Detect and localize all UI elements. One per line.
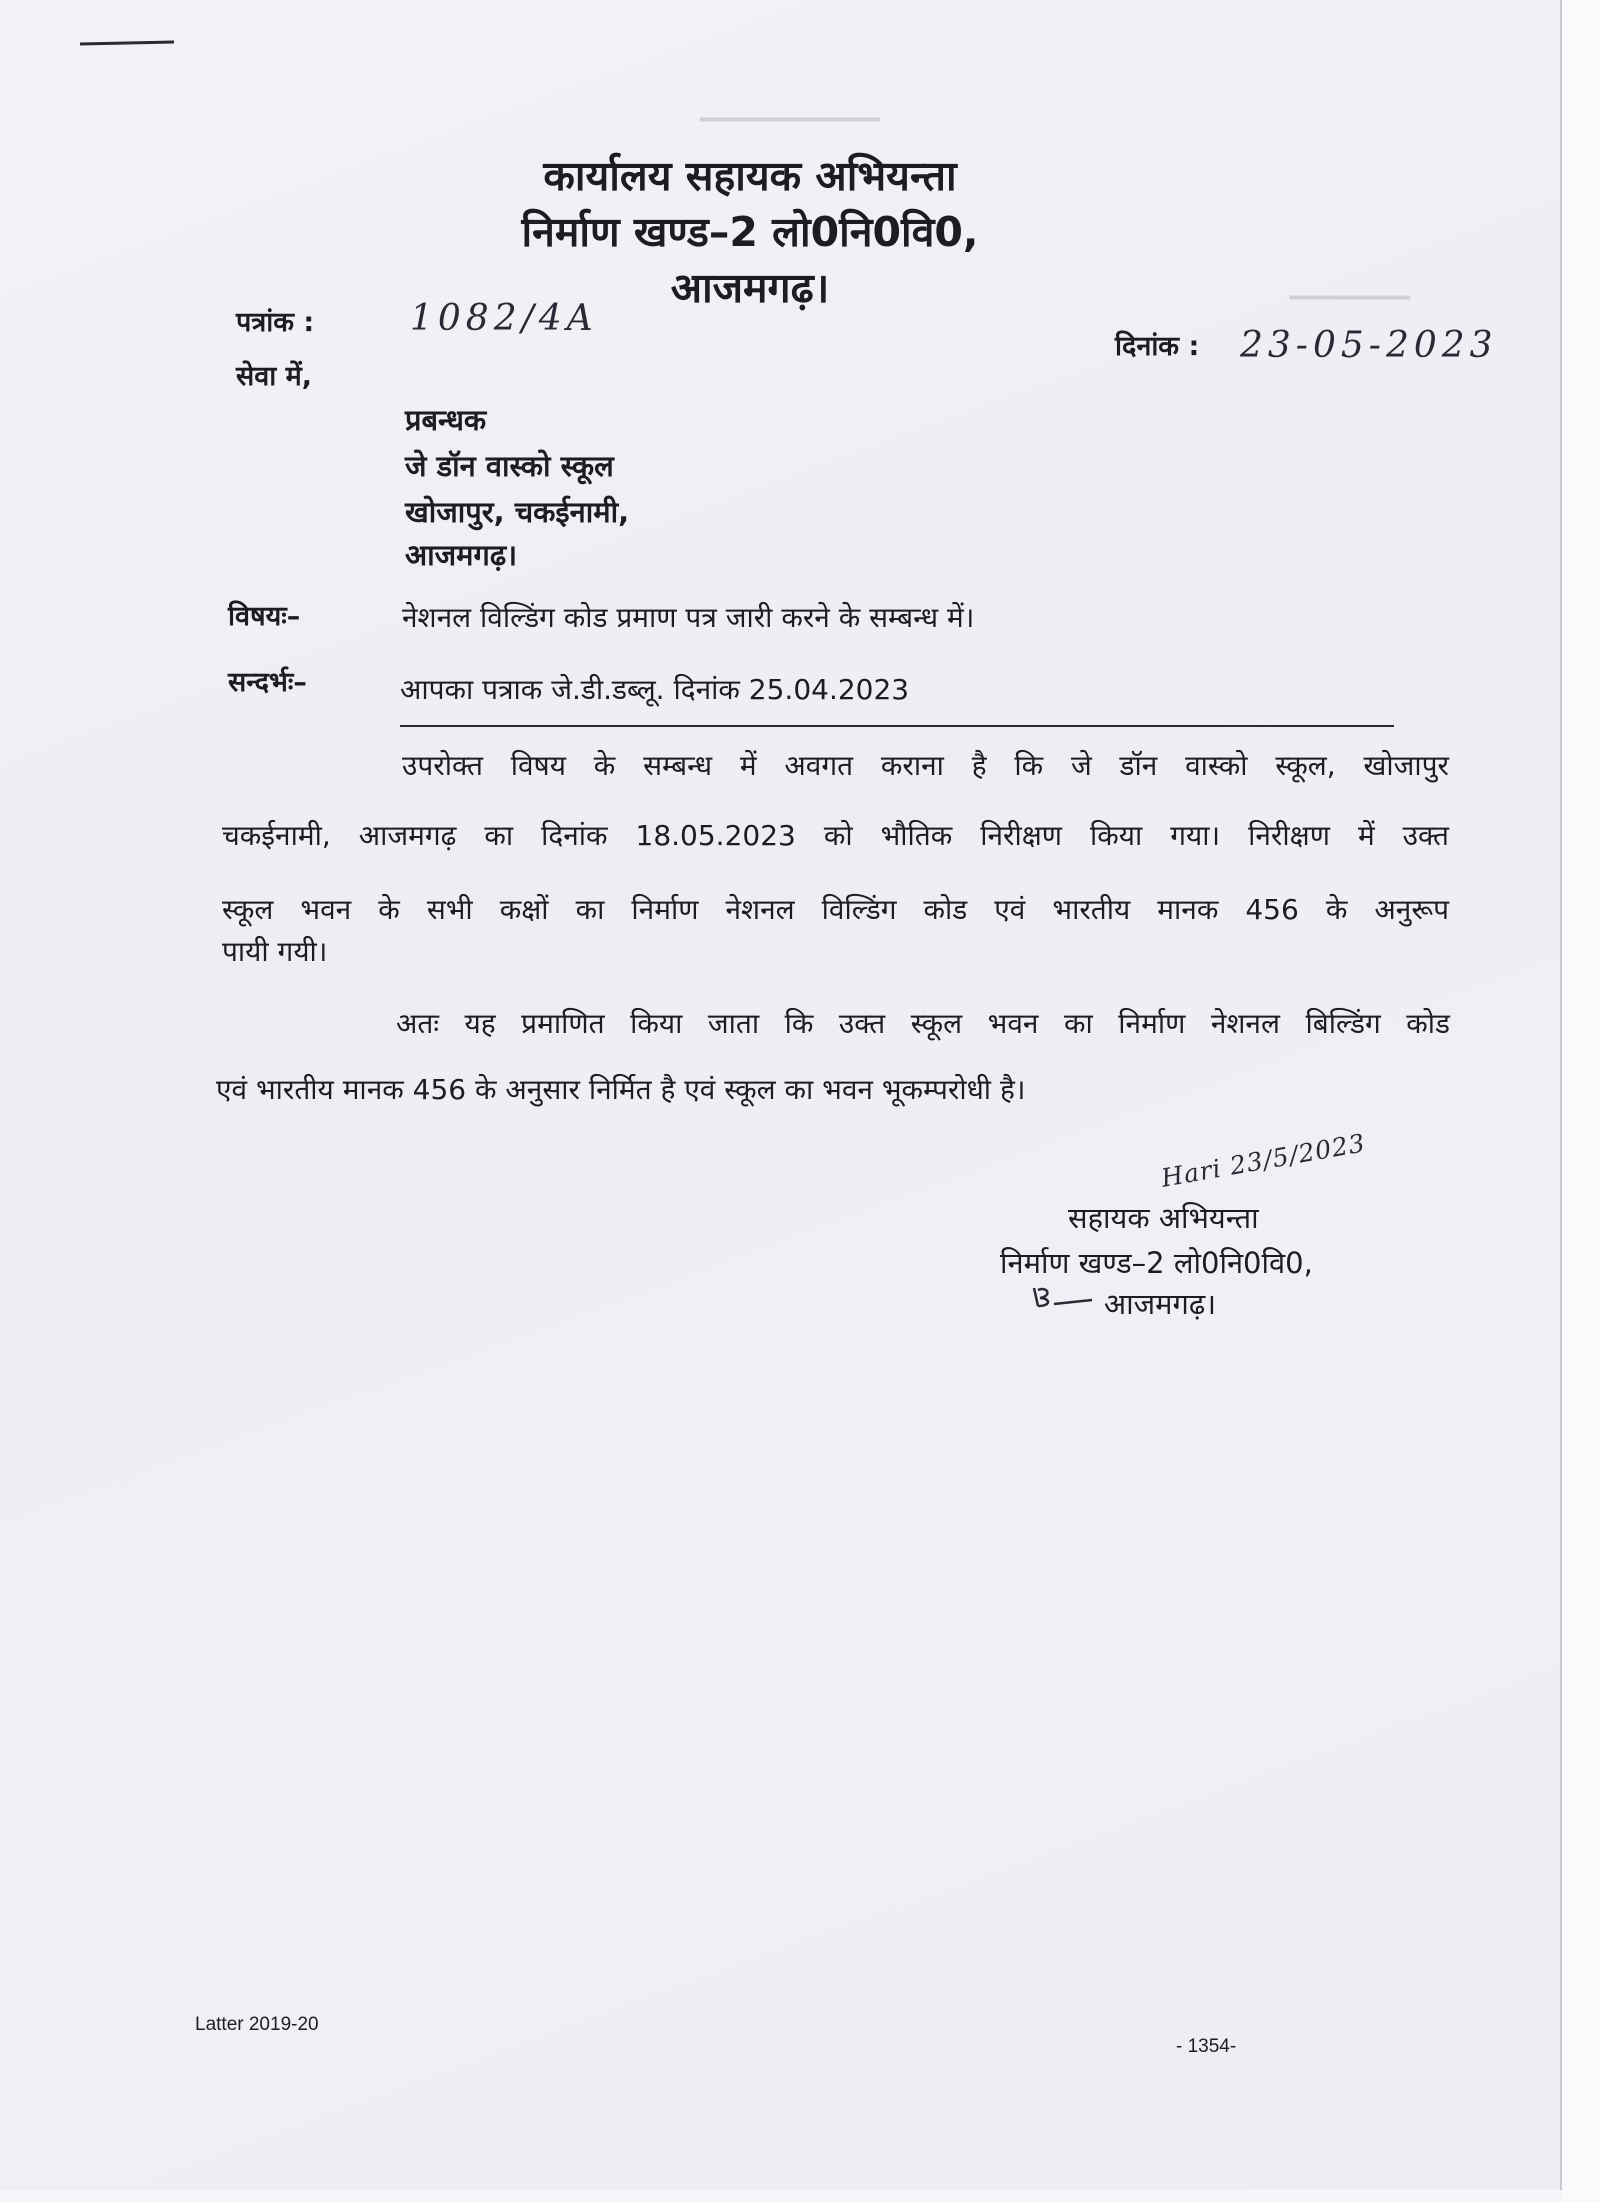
- office-title: कार्यालय सहायक अभियन्ता: [543, 152, 957, 200]
- reference-text: आपका पत्राक जे.डी.डब्लू. दिनांक 25.04.2023: [400, 673, 910, 706]
- signatory-city: आजमगढ़।: [1104, 1287, 1217, 1321]
- office-division: निर्माण खण्ड–2 लो0नि0वि0,: [521, 208, 979, 256]
- body-paragraph-1-line-1: उपरोक्त विषय के सम्बन्ध में अवगत कराना है कि जे डॉन वास्को स्कूल, खोजापुर: [402, 749, 1449, 782]
- recipient-school: जे डॉन वास्को स्कूल: [405, 449, 614, 483]
- signatory-designation: सहायक अभियन्ता: [1068, 1201, 1259, 1235]
- scan-edge: [1562, 0, 1600, 2202]
- footer-left-note: Latter 2019-20: [195, 2014, 319, 2035]
- salutation: सेवा में,: [236, 361, 313, 392]
- body-paragraph-1-line-3: स्कूल भवन के सभी कक्षों का निर्माण नेशनल विल्डिंग कोड एवं भारतीय मानक 456 के अनुरूप: [222, 893, 1449, 926]
- bleed-through-mark: ▁▁▁▁▁▁: [1290, 270, 1410, 300]
- date-label: दिनांक :: [1115, 331, 1200, 362]
- body-paragraph-2-line-1: अतः यह प्रमाणित किया जाता कि उक्त स्कूल भवन का निर्माण नेशनल बिल्डिंग कोड: [396, 1007, 1450, 1040]
- corner-pen-mark: [78, 30, 178, 54]
- signatory-division: निर्माण खण्ड–2 लो0नि0वि0,: [1000, 1246, 1313, 1280]
- recipient-designation: प्रबन्धक: [405, 403, 487, 437]
- recipient-city: आजमगढ़।: [405, 538, 518, 572]
- ref-number-value: 1082/4A: [410, 298, 598, 339]
- handwritten-signature: Hari 23/5/2023: [1159, 1128, 1368, 1193]
- date-value: 23-05-2023: [1240, 325, 1498, 366]
- subject-text: नेशनल विल्डिंग कोड प्रमाण पत्र जारी करने के सम्बन्ध में।: [402, 601, 975, 634]
- reference-label: सन्दर्भः–: [228, 667, 307, 698]
- initials-mark: [1028, 1282, 1096, 1312]
- subject-label: विषयः–: [228, 601, 301, 632]
- body-paragraph-1-line-4: पायी गयी।: [222, 935, 328, 968]
- footer-page-number: - 1354-: [1176, 2036, 1237, 2057]
- body-paragraph-1-line-2: चकईनामी, आजमगढ़ का दिनांक 18.05.2023 को भौतिक निरीक्षण किया गया। निरीक्षण में उक्त: [222, 819, 1449, 852]
- body-paragraph-2-line-2: एवं भारतीय मानक 456 के अनुसार निर्मित है एवं स्कूल का भवन भूकम्परोधी है।: [216, 1073, 1026, 1106]
- bleed-through-mark: ▁▁▁▁▁▁▁▁▁: [700, 92, 880, 122]
- office-city: आजमगढ़।: [670, 264, 830, 312]
- recipient-locality: खोजापुर, चकईनामी,: [405, 495, 630, 529]
- reference-underline: [400, 725, 1394, 727]
- ref-number-label: पत्रांक :: [236, 307, 315, 338]
